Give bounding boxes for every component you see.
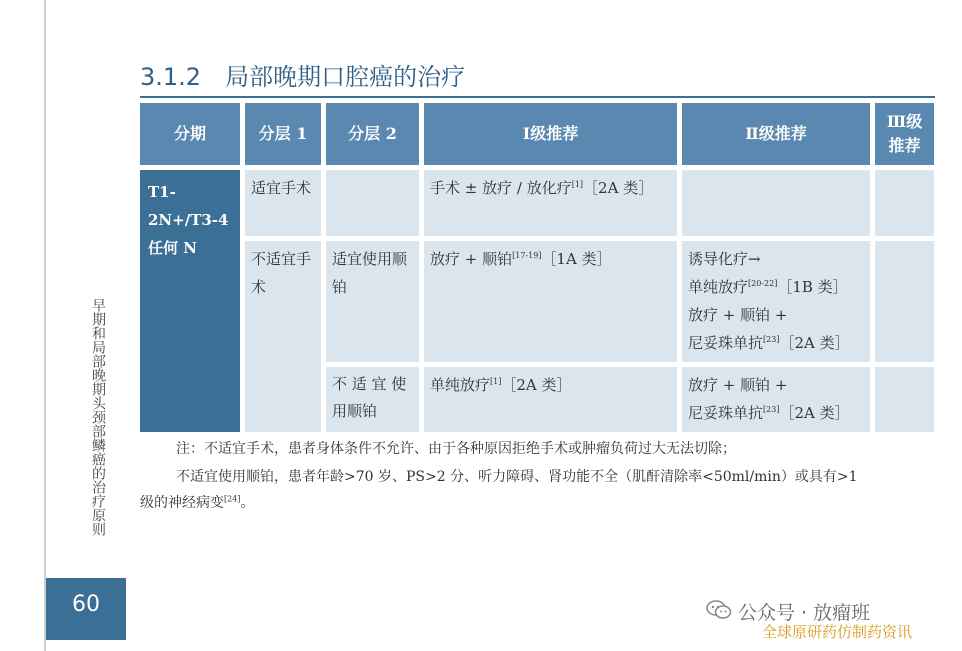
header-grade1: Ⅰ级推荐 xyxy=(424,103,677,165)
watermark-tagline: 全球原研药仿制药资讯 xyxy=(762,623,913,641)
row1-grade3 xyxy=(875,170,934,236)
wechat-icon xyxy=(706,600,732,620)
row2-grade3 xyxy=(875,241,934,362)
row2-grade1 xyxy=(424,241,677,362)
row2-layer1: 不适宜手术 xyxy=(245,241,321,432)
stage-cell xyxy=(140,170,240,432)
page-number-box xyxy=(46,578,126,640)
heading-rule xyxy=(140,96,935,98)
row3-grade1-text: 单纯放疗 xyxy=(430,376,491,394)
row2-grade2-line4: 尼妥珠单抗[23]［2A 类］ xyxy=(688,334,850,352)
row2-layer2: 适宜使用顺铂 xyxy=(326,241,419,362)
row3-grade1-class: ［2A 类］ xyxy=(501,376,572,394)
header-grade2: Ⅱ级推荐 xyxy=(682,103,870,165)
row2-grade2 xyxy=(682,241,870,362)
row3-grade1 xyxy=(424,367,677,432)
side-running-title: 早期和局部晚期头颈部鳞癌的治疗原则 xyxy=(90,298,106,536)
header-stage: 分期 xyxy=(140,103,240,165)
row1-grade1-class: ［2A 类］ xyxy=(583,179,654,197)
row2-grade1-ref: [17-19] xyxy=(512,251,542,260)
note-line1: 注：不适宜手术，患者身体条件不允许、由于各种原因拒绝手术或肿瘤负荷过大无法切除； xyxy=(176,441,736,457)
row1-grade2 xyxy=(682,170,870,236)
note-line2: 不适宜使用顺铂，患者年龄>70 岁、PS>2 分、听力障碍、肾功能不全（肌酐清除率<50ml/min）或具有>1 xyxy=(176,469,858,485)
row3-grade2 xyxy=(682,367,870,432)
row3-grade2-line2: 尼妥珠单抗[23]［2A 类］ xyxy=(688,404,850,422)
note-line3: 级的神经病变[24]。 xyxy=(140,494,255,511)
row2-grade2-line2: 单纯放疗[20-22]［1B 类］ xyxy=(688,278,848,296)
margin-rule xyxy=(44,0,46,651)
row3-grade1-ref: [1] xyxy=(490,377,502,386)
row2-grade2-line3: 放疗 + 顺铂 + xyxy=(688,306,788,324)
row3-grade3 xyxy=(875,367,934,432)
header-layer1: 分层 1 xyxy=(245,103,321,165)
header-layer2: 分层 2 xyxy=(326,103,419,165)
row1-layer2 xyxy=(326,170,419,236)
row2-grade2-line1: 诱导化疗→ xyxy=(688,250,761,268)
header-grade3: Ⅲ级推荐 xyxy=(875,103,934,165)
row3-grade2-line1: 放疗 + 顺铂 + xyxy=(688,376,788,394)
row2-grade1-text: 放疗 + 顺铂 xyxy=(430,250,513,268)
row2-grade1-class: ［1A 类］ xyxy=(541,250,612,268)
row3-layer2: 不 适 宜 使 用顺铂 xyxy=(326,367,419,432)
page-number: 60 xyxy=(72,592,100,617)
stage-line1: T1-2N+/T3-4 xyxy=(148,183,229,229)
row1-layer1: 适宜手术 xyxy=(245,170,321,236)
row1-grade1 xyxy=(424,170,677,236)
row1-grade1-ref: [1] xyxy=(571,180,584,189)
stage-line2: 任何 N xyxy=(148,239,197,257)
section-heading: 3.1.2 局部晚期口腔癌的治疗 xyxy=(140,63,466,91)
watermark-account: 公众号 · 放瘤班 xyxy=(738,602,871,624)
row1-grade1-text: 手术 ± 放疗 / 放化疗 xyxy=(430,179,572,197)
